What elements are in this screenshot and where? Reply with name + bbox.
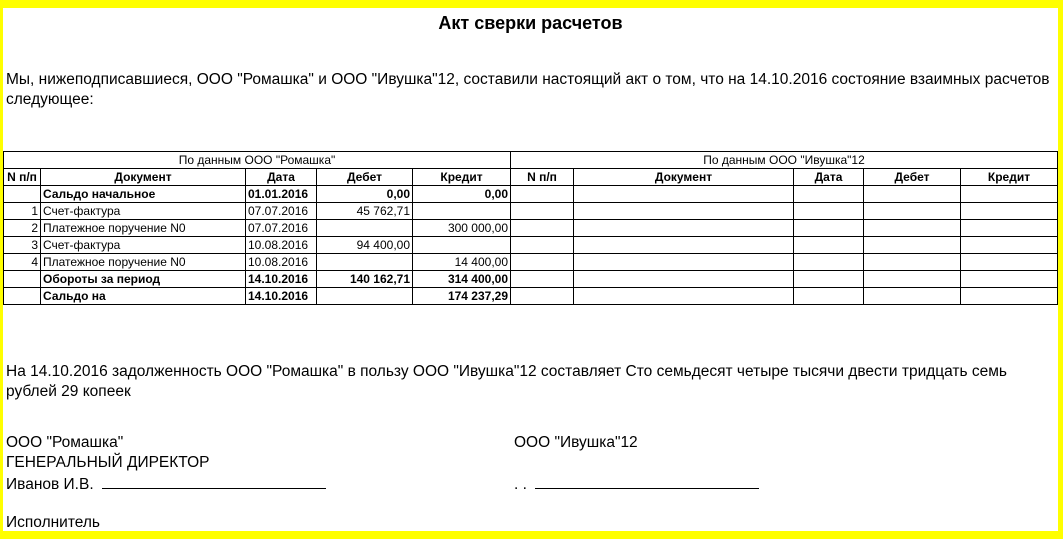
cell-empty [794,186,864,203]
cell-number: 1 [4,203,41,220]
document-sheet [3,8,1058,531]
cell-credit: 300 000,00 [413,220,511,237]
cell-empty [864,203,961,220]
left-signature-line [102,474,326,489]
cell-empty [961,186,1058,203]
table-row [4,237,1058,254]
cell-number: 2 [4,220,41,237]
cell-empty [864,271,961,288]
cell-empty [864,237,961,254]
cell-empty [511,203,574,220]
right-signer-name: . . [514,476,527,493]
cell-date: 14.10.2016 [246,271,317,288]
document-title: Акт сверки расчетов [438,13,623,33]
cell-empty [794,254,864,271]
cell-empty [511,237,574,254]
cell-debit: 45 762,71 [317,203,413,220]
cell-document: Сальдо начальное [41,186,246,203]
table-row [4,271,1058,288]
cell-debit [317,220,413,237]
cell-empty [574,220,794,237]
cell-empty [864,220,961,237]
table-body [4,186,1058,305]
cell-credit [413,203,511,220]
cell-credit: 314 400,00 [413,271,511,288]
col-header-credit: Кредит [961,169,1058,186]
cell-empty [574,288,794,305]
cell-document: Счет-фактура [41,203,246,220]
right-group-header: По данным ООО "Ивушка"12 [511,152,1058,169]
cell-date: 07.07.2016 [246,203,317,220]
cell-document: Сальдо на [41,288,246,305]
right-signature-line [535,474,759,489]
cell-document: Платежное поручение N0 [41,254,246,271]
cell-debit [317,288,413,305]
cell-date: 07.07.2016 [246,220,317,237]
cell-empty [511,271,574,288]
cell-empty [511,254,574,271]
cell-empty [794,271,864,288]
cell-credit [413,237,511,254]
cell-document: Платежное поручение N0 [41,220,246,237]
right-company: ООО "Ивушка"12 [514,434,638,451]
col-header-debit: Дебет [864,169,961,186]
reconciliation-table [3,151,1058,305]
col-header-debit: Дебет [317,169,413,186]
cell-debit: 94 400,00 [317,237,413,254]
table-group-header-row [4,152,1058,169]
cell-debit [317,254,413,271]
cell-date: 10.08.2016 [246,254,317,271]
cell-number [4,186,41,203]
cell-empty [574,271,794,288]
cell-credit: 0,00 [413,186,511,203]
table-row [4,254,1058,271]
cell-number: 4 [4,254,41,271]
col-header-document: Документ [574,169,794,186]
left-signature [6,474,326,495]
left-group-header: По данным ООО "Ромашка" [4,152,511,169]
cell-date: 01.01.2016 [246,186,317,203]
cell-empty [864,288,961,305]
col-header-date: Дата [246,169,317,186]
cell-empty [574,237,794,254]
cell-empty [961,288,1058,305]
left-position: ГЕНЕРАЛЬНЫЙ ДИРЕКТОР [6,454,210,471]
cell-empty [574,254,794,271]
cell-empty [574,186,794,203]
cell-empty [794,288,864,305]
cell-document: Счет-фактура [41,237,246,254]
cell-empty [794,203,864,220]
cell-empty [794,237,864,254]
cell-empty [961,220,1058,237]
cell-empty [794,220,864,237]
cell-debit: 0,00 [317,186,413,203]
left-signer-name: Иванов И.В. [6,476,94,493]
cell-empty [511,220,574,237]
cell-date: 10.08.2016 [246,237,317,254]
cell-debit: 140 162,71 [317,271,413,288]
table-row [4,186,1058,203]
table-row [4,288,1058,305]
col-header-credit: Кредит [413,169,511,186]
cell-empty [961,271,1058,288]
cell-empty [961,203,1058,220]
executor-label: Исполнитель [6,514,100,531]
cell-empty [961,237,1058,254]
table-row [4,220,1058,237]
table-column-header-row [4,169,1058,186]
col-header-document: Документ [41,169,246,186]
col-header-n: N п/п [511,169,574,186]
col-header-date: Дата [794,169,864,186]
cell-empty [864,186,961,203]
cell-credit: 174 237,29 [413,288,511,305]
cell-number [4,288,41,305]
cell-empty [511,186,574,203]
cell-empty [864,254,961,271]
col-header-n: N п/п [4,169,41,186]
left-company: ООО "Ромашка" [6,434,124,451]
cell-date: 14.10.2016 [246,288,317,305]
cell-empty [511,288,574,305]
cell-empty [574,203,794,220]
cell-document: Обороты за период [41,271,246,288]
right-signature [514,474,759,495]
cell-number [4,271,41,288]
cell-number: 3 [4,237,41,254]
cell-empty [961,254,1058,271]
intro-paragraph: Мы, нижеподписавшиеся, ООО "Ромашка" и ООО "Ивушка"12, составили настоящий акт о том, что на 14.10.2016 состояние взаимных расчетов следующее: [6,71,1050,108]
table-row [4,203,1058,220]
conclusion-paragraph: На 14.10.2016 задолженность ООО "Ромашка" в пользу ООО "Ивушка"12 составляет Сто семьдесят четыре тысячи двести тридцать семь рублей 29 копеек [6,363,1008,400]
cell-credit: 14 400,00 [413,254,511,271]
